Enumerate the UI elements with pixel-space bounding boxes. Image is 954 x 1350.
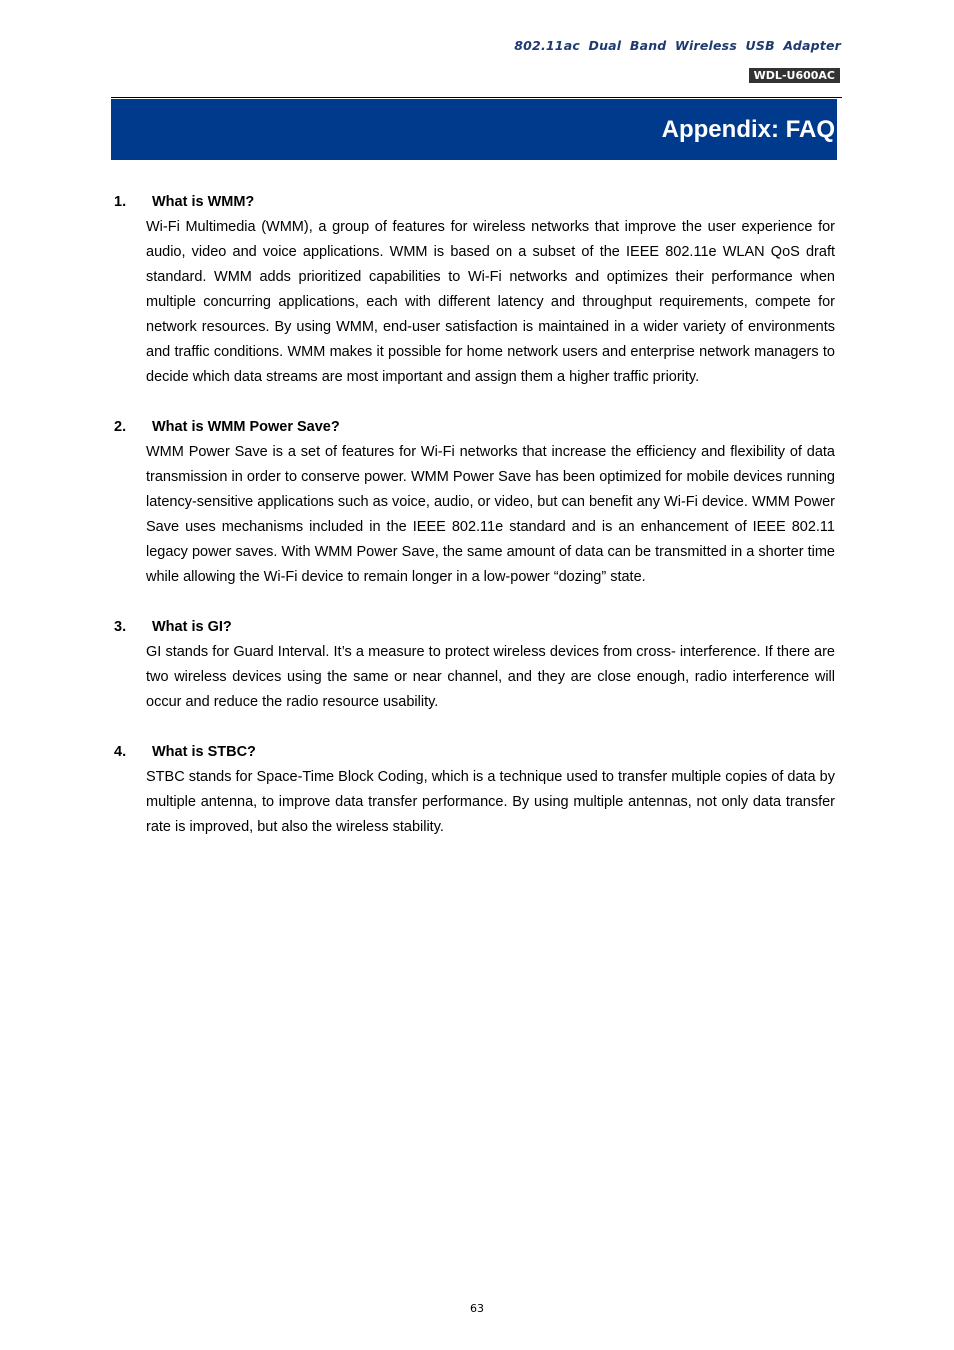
faq-number: 3.: [114, 619, 127, 635]
section-banner: [111, 99, 837, 160]
section-title: Appendix: FAQ: [661, 116, 835, 143]
faq-item: [114, 415, 835, 590]
faq-answer: GI stands for Guard Interval. It’s a measure to protect wireless devices from cross- interference. If there are two wireless devices using the same or near channel, and they are close enough, radio interference will occur and reduce the radio resource usability.: [146, 644, 835, 710]
faq-question: [114, 190, 835, 215]
faq-number: 1.: [114, 194, 127, 210]
faq-list: [114, 190, 835, 865]
faq-number: 4.: [114, 744, 127, 760]
faq-question: [114, 415, 835, 440]
header-rule: [111, 97, 842, 98]
faq-number: 2.: [114, 419, 127, 435]
faq-question: [114, 615, 835, 640]
faq-answer: WMM Power Save is a set of features for Wi-Fi networks that increase the efficiency and flexibility of data transmission in order to conserve power. WMM Power Save has been optimized for mobile devices running latency-sensitive applications such as voice, audio, or video, but can benefit any Wi-Fi device. WMM Power Save uses mechanisms included in the IEEE 802.11e standard and is an enhancement of IEEE 802.11 legacy power saves. With WMM Power Save, the same amount of data can be transmitted in a shorter time while allowing the Wi-Fi device to remain longer in a low-power “dozing” state.: [146, 444, 835, 585]
faq-question-text: What is STBC?: [152, 744, 256, 760]
faq-answer: Wi-Fi Multimedia (WMM), a group of features for wireless networks that improve the user experience for audio, video and voice applications. WMM is based on a subset of the IEEE 802.11e WLAN QoS draft standard. WMM adds prioritized capabilities to Wi-Fi networks and optimizes their performance when multiple concurring applications, each with different latency and throughput requirements, compete for network resources. By using WMM, end-user satisfaction is maintained in a wider variety of environments and traffic conditions. WMM makes it possible for home network users and enterprise network managers to decide which data streams are most important and assign them a higher traffic priority.: [146, 219, 835, 385]
faq-question-text: What is WMM?: [152, 194, 255, 210]
page-number: 63: [470, 1302, 484, 1315]
faq-question-text: What is WMM Power Save?: [152, 419, 340, 435]
faq-item: [114, 615, 835, 715]
header-product-name: 802.11ac Dual Band Wireless USB Adapter: [514, 38, 841, 53]
faq-item: [114, 190, 835, 390]
header-model-badge: WDL-U600AC: [749, 68, 840, 83]
faq-item: [114, 740, 835, 840]
faq-question: [114, 740, 835, 765]
faq-answer: STBC stands for Space-Time Block Coding, which is a technique used to transfer multiple copies of data by multiple antenna, to improve data transfer performance. By using multiple antennas, not only data transfer rate is improved, but also the wireless stability.: [146, 769, 835, 835]
faq-question-text: What is GI?: [152, 619, 232, 635]
